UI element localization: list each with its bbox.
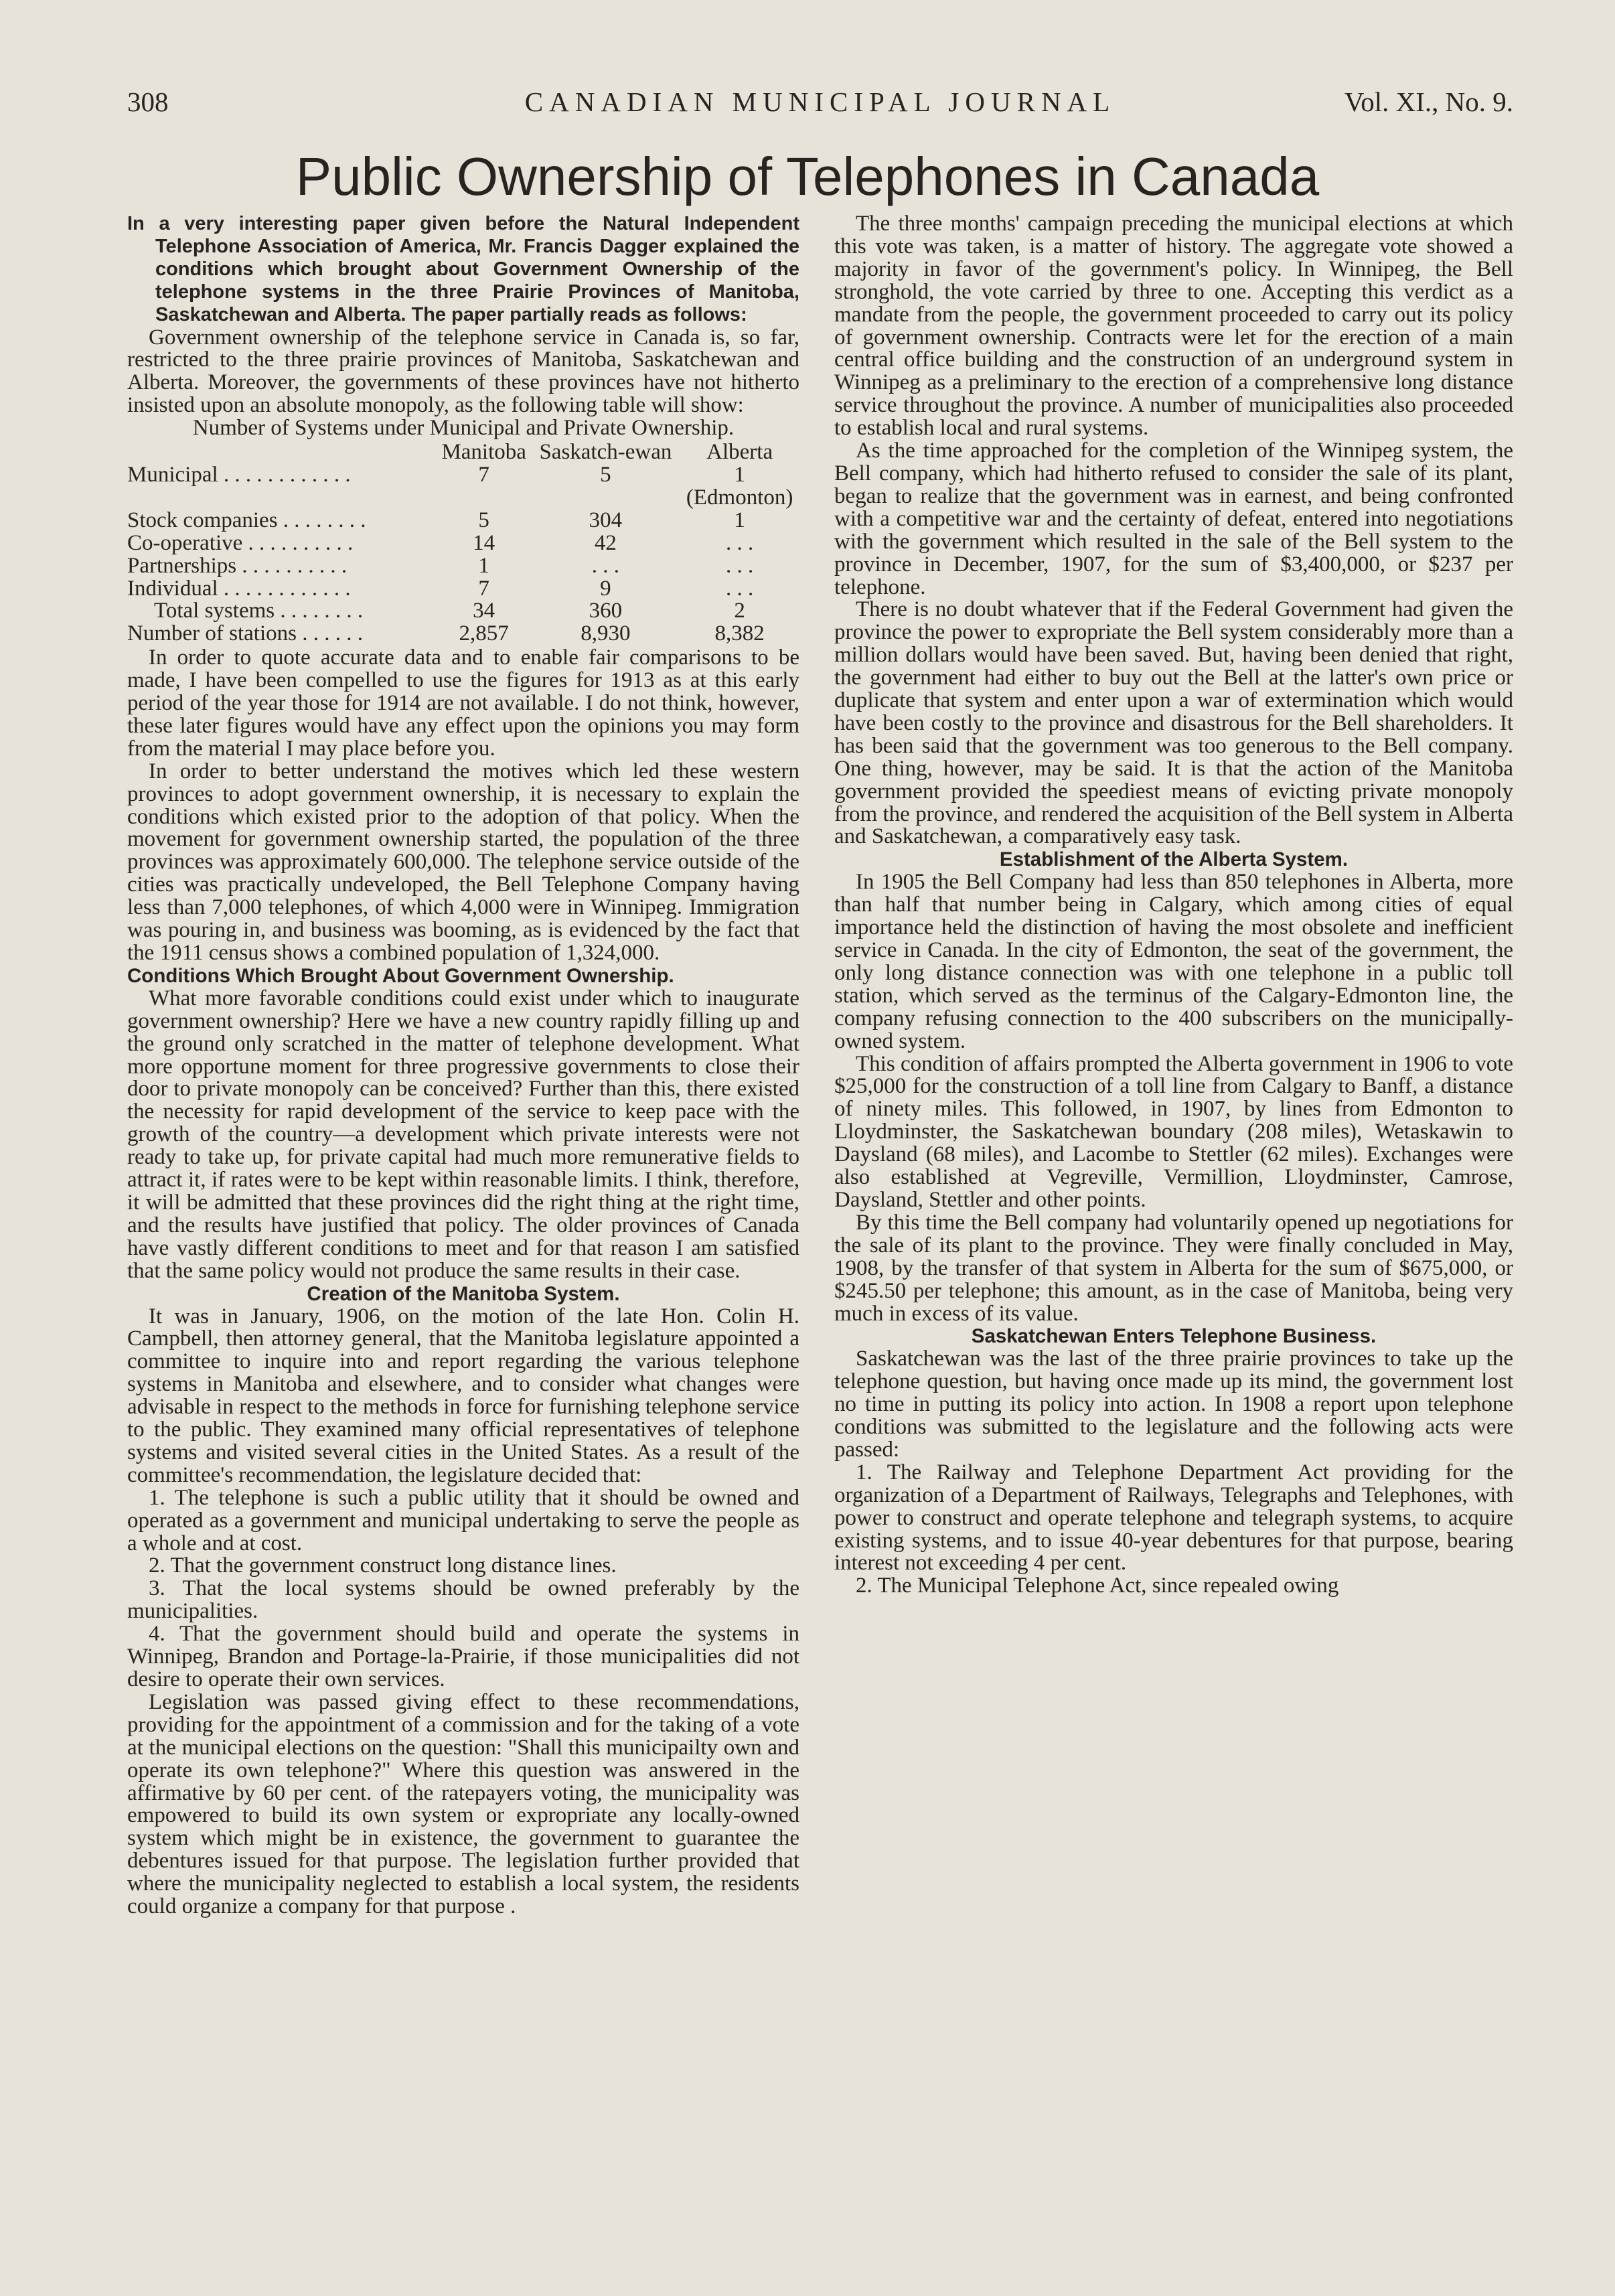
body-paragraph: Government ownership of the telephone service in Canada is, so far, restricted to the three prairie provinces of Manitoba, Saskatchewan and Alberta. Moreover, the governments of these provinces have not hitherto insisted upon an absolute monopoly, as the following table will show: [127,325,799,418]
table-row [127,487,799,510]
page-number: 308 [127,86,169,117]
body-paragraph: As the time approached for the completion of the Winnipeg system, the Bell company, which had hitherto refused to consider the sale of its plant, began to realize that the government was in earnest, and being confronted with a competitive war and the certainty of defeat, entered into negotiations with the government which resulted in the sale of the Bell system to the province in December, 1907, for the sum of $3,400,000, or $237 per telephone. [834,439,1513,599]
table-cell: 7 [478,576,489,601]
table-cell [532,487,680,510]
section-heading: Conditions Which Brought About Government Ownership. [127,964,674,987]
table-cell: 5 [478,508,489,532]
body-paragraph: The three months' campaign preceding the municipal elections at which this vote was taken, is a matter of history. The aggregate vote showed a majority in favor of the government's policy. In Winnipeg, the Bell stronghold, the vote carried by three to one. Accepting this verdict as a mandate from the people, the government proceeded to carry out its policy of government ownership. Contracts were let for the erection of a main central office building and the construction of an underground system in Winnipeg as a preliminary to the erection of a comprehensive long distance service throughout the province. A number of municipalities also proceeded to establish local and rural systems. [834,212,1513,441]
table-cell: 9 [600,576,611,601]
body-paragraph: By this time the Bell company had voluntarily opened up negotiations for the sale of its plant to the province. They were finally concluded in May, 1908, by the transfer of that system in Alberta for the sum of $675,000, or $245.50 per telephone; this amount, as in the case of Manitoba, being very much in excess of its value. [834,1210,1513,1326]
table-row [127,464,799,487]
column-header: Alberta [706,440,773,465]
section-heading: Creation of the Manitoba System. [307,1282,620,1305]
list-item: 4. That the government should build and operate the systems in Winnipeg, Brandon and Portage-la-Prairie, if those municipalities did not desire to operate their own services. [127,1622,799,1691]
table-cell: . . . [591,553,620,578]
table-cell: 1 [734,508,745,532]
table-cell: . . . [726,576,754,601]
table-row [127,578,799,601]
row-label: Total systems . . . . . . . . [154,599,364,623]
table-cell: 7 [478,462,489,487]
body-paragraph: In order to quote accurate data and to enable fair comparisons to be made, I have been compelled to use the figures for 1913 as at this early period of the year those for 1914 are not available. I do not think, however, these later figures would have any effect upon the opinions you may form from the material I may place before you. [127,645,799,761]
table-cell: 34 [473,599,495,623]
row-label: Municipal . . . . . . . . . . . . [127,462,351,487]
table-cell: . . . [726,553,754,578]
body-paragraph: There is no doubt whatever that if the Federal Government had given the province the power to expropriate the Bell system considerably more than a million dollars would have been saved. But, having been denied that right, the government had either to buy out the Bell at the latter's own price or duplicate that system and enter upon a war of extermination which would have been costly to the province and disastrous for the Bell shareholders. It has been said that the government was too generous to the Bell company. One thing, however, may be said. It is that the action of the Manitoba government provided the speediest means of evicting private monopoly from the province, and rendered the acquisition of the Bell system in Alberta and Saskatchewan, a comparatively easy task. [834,597,1513,849]
table-cell [437,487,532,510]
list-item: 2. That the government construct long distance lines. [149,1553,617,1578]
table-caption: Number of Systems under Municipal and Private Ownership. [192,416,735,441]
table-cell: 8,382 [714,621,765,646]
list-item: 1. The Railway and Telephone Department Act providing for the organization of a Department of Railways, Telegraphs and Telephones, with power to construct and operate telephone and telegraph systems, to acquire existing systems, and to issue 40-year debentures for that purpose, bearing interest not exceeding 4 per cent. [834,1460,1513,1576]
row-label: Number of stations . . . . . . [127,621,363,646]
row-label: Partnerships . . . . . . . . . . [127,553,348,578]
ownership-table [127,441,799,645]
list-item: 3. That the local systems should be owned preferably by the municipalities. [127,1576,799,1624]
table-cell: 8,930 [581,621,631,646]
body-paragraph: This condition of affairs prompted the Alberta government in 1906 to vote $25,000 for the construction of a toll line from Calgary to Banff, a distance of ninety miles. This followed, in 1907, by lines from Edmonton to Lloydminster, the Saskatchewan boundary (208 miles), Wetaskawin to Daysland (68 miles), and Lacombe to Stettler (62 miles). Exchanges were also established at Vegreville, Vermillion, Lloydminster, Camrose, Daysland, Stettler and other points. [834,1051,1513,1212]
table-cell: . . . [726,530,754,555]
column-header: Manitoba [441,440,526,465]
table-cell: 1 [734,462,745,487]
table-header-row [127,441,799,464]
body-paragraph: What more favorable conditions could exist under which to inaugurate government ownership? Here we have a new country rapidly filling up and the ground only scratched in the matter of telephone development. What more opportune moment for three progressive governments to close their door to private monopoly can be conceived? Further than this, there existed the necessity for rapid development of the service to keep pace with the growth of the country—a development which private interests were not ready to take up, for private capital had much more remunerative fields to attract it, if rates were to be kept within reasonable limits. I think, therefore, it will be admitted that these provinces did the right thing at the right time, and the results have justified that policy. The older provinces of Canada have vastly different conditions to meet and for that reason I am satisfied that the same policy would not produce the same results in their case. [127,986,799,1283]
row-label: Stock companies . . . . . . . . [127,508,366,532]
list-item: 1. The telephone is such a public utility that it should be owned and operated as a government and municipal undertaking to serve the people as a whole and at cost. [127,1485,799,1555]
table-cell: 5 [600,462,611,487]
row-label [127,487,437,510]
volume-issue: Vol. XI., No. 9. [1344,86,1513,117]
table-cell: 304 [589,508,623,532]
row-label: Individual . . . . . . . . . . . . [127,576,351,601]
left-column [127,213,799,1918]
table-row [127,532,799,555]
column-header: Saskatch-ewan [539,440,672,465]
body-paragraph: Legislation was passed giving effect to these recommendations, providing for the appointment of a commission and for the taking of a vote at the municipal elections on the question: "Shall this municipailty own and operate its own telephone?" Where this question was answered in the affirmative by 60 per cent. of the ratepayers voting, the municipality was empowered to build its own system or expropriate any locally-owned system which might be in existence, the government to guarantee the debentures issued for that purpose. The legislation further provided that where the municipality neglected to establish a local system, the residents could organize a company for that purpose . [127,1689,799,1919]
table-row [127,510,799,532]
body-paragraph: In order to better understand the motives which led these western provinces to adopt government ownership, it is necessary to explain the conditions which existed prior to the adoption of that policy. When the movement for government ownership started, the population of the three provinces was approximately 600,000. The telephone service outside of the cities was practically undeveloped, the Bell Telephone Company having less than 7,000 telephones, of which 4,000 were in Winnipeg. Immigration was pouring in, and business was booming, as is evidenced by the fact that the 1911 census shows a combined population of 1,324,000. [127,759,799,965]
table-row [127,623,799,645]
body-paragraph: In 1905 the Bell Company had less than 850 telephones in Alberta, more than half that number being in Calgary, which among cities of equal importance held the distinction of having the most obsolete and inefficient service in Canada. In the city of Edmonton, the seat of the government, the only long distance connection was with one telephone in a public toll station, which served as the terminus of the Calgary-Edmonton line, the company refusing connection to the 400 subscribers on the municipally-owned system. [834,870,1513,1053]
intro-paragraph: In a very interesting paper given before the Natural Independent Telephone Association of America, Mr. Francis Dagger explained the conditions which brought about Government Ownership of the telephone systems in the three Prairie Provinces of Manitoba, Saskatchewan and Alberta. The paper partially reads as follows: [127,213,799,325]
running-header [127,86,1513,126]
table-cell: 2,857 [459,621,509,646]
row-label: Co-operative . . . . . . . . . . [127,530,354,555]
body-paragraph: It was in January, 1906, on the motion of the late Hon. Colin H. Campbell, then attorney general, that the Manitoba legislature appointed a committee to inquire into and report regarding the various telephone systems in Manitoba and elsewhere, and to consider what changes were advisable in respect to the methods in force for furnishing telephone service to the public. They examined many official representatives of telephone systems and visited several cities in the United States. As a result of the committee's recommendation, the legislature decided that: [127,1304,799,1487]
table-row [127,555,799,578]
section-heading: Saskatchewan Enters Telephone Business. [971,1325,1377,1348]
table-cell: 360 [589,599,623,623]
table-cell: 42 [594,530,617,555]
table-row-total [127,600,799,623]
article-title: Public Ownership of Telephones in Canada [295,147,1320,206]
table-cell: 14 [473,530,495,555]
table-cell: (Edmonton) [686,485,793,510]
table-cell: 1 [478,553,489,578]
list-item: 2. The Municipal Telephone Act, since repealed owing [856,1574,1339,1598]
journal-name: CANADIAN MUNICIPAL JOURNAL [524,86,1116,117]
table-cell: 2 [734,599,745,623]
section-heading: Establishment of the Alberta System. [999,848,1349,871]
right-column [834,213,1513,1598]
body-paragraph: Saskatchewan was the last of the three prairie provinces to take up the telephone question, but having once made up its mind, the government lost no time in putting its policy into action. In 1908 a report upon telephone conditions was submitted to the legislature and the following acts were passed: [834,1347,1513,1462]
